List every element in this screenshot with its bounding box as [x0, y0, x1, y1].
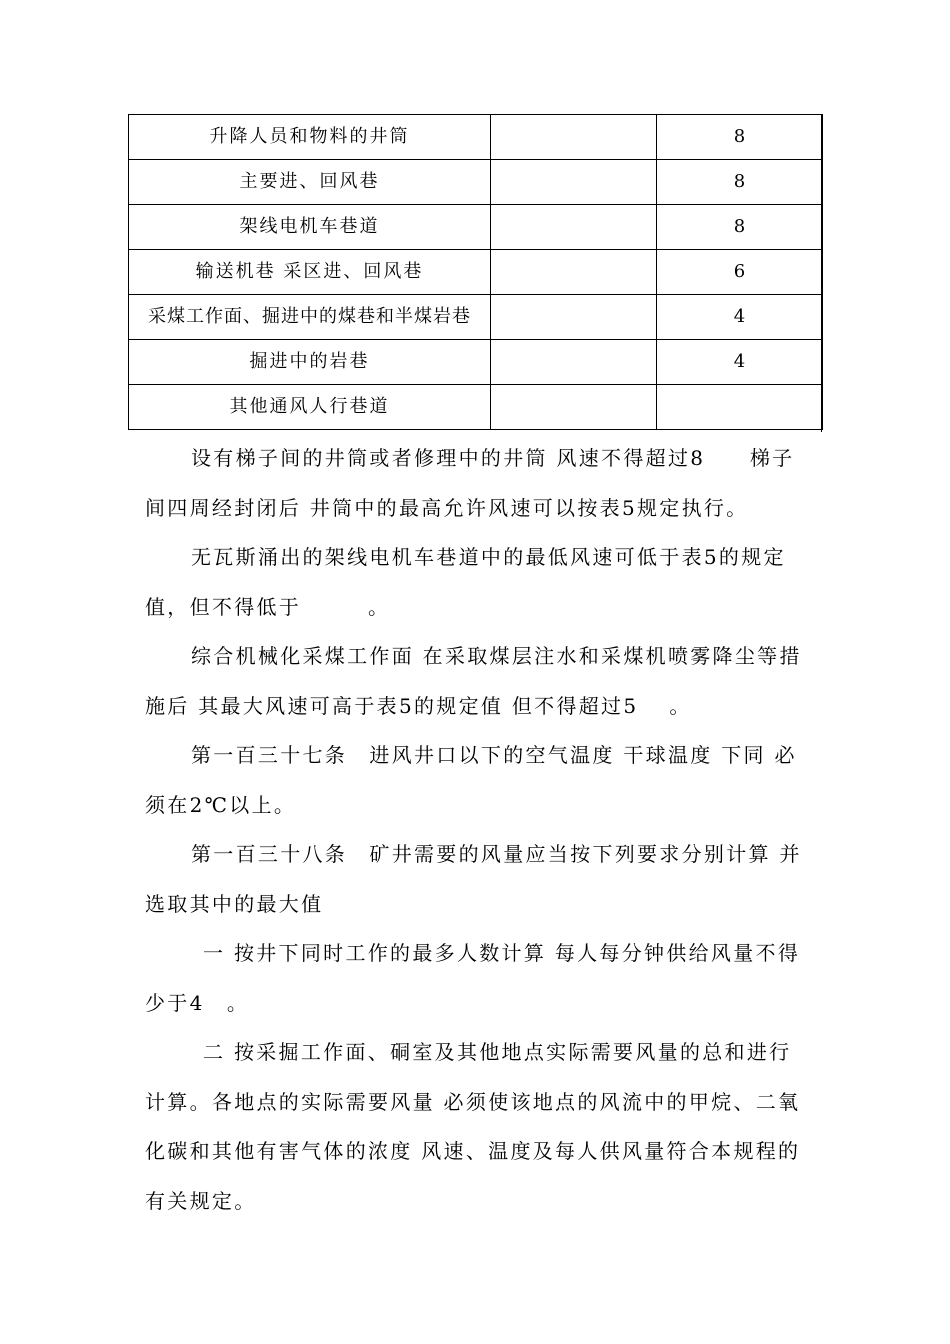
table-cell-place: 架线电机车巷道: [129, 205, 491, 250]
table-cell-min: [491, 115, 657, 160]
table-cell-min: [491, 160, 657, 205]
table-cell-min: [491, 340, 657, 385]
table-row: [129, 205, 823, 250]
paragraph: 第一百三十八条 矿井需要的风量应当按下列要求分别计算 并选取其中的最大值: [145, 842, 802, 916]
table-row: [129, 160, 823, 205]
paragraph: 设有梯子间的井筒或者修理中的井筒 风速不得超过8 梯子间四周经封闭后 井筒中的最高允许风速可以按表5规定执行。: [145, 446, 795, 520]
table-cell-min: [491, 250, 657, 295]
table-cell-place: 输送机巷 采区进、回风巷: [129, 250, 491, 295]
table-cell-max: 8: [657, 160, 823, 205]
table-right-rule: [821, 114, 822, 432]
table-cell-place: 其他通风人行巷道: [129, 385, 491, 430]
body-text: [145, 434, 805, 1226]
table-row: [129, 250, 823, 295]
table-cell-max: 4: [657, 340, 823, 385]
table-row: [129, 340, 823, 385]
table-cell-max: 8: [657, 115, 823, 160]
table-cell-max: 8: [657, 205, 823, 250]
table-row: [129, 295, 823, 340]
table-cell-place: 采煤工作面、掘进中的煤巷和半煤岩巷: [129, 295, 491, 340]
table-cell-max: 4: [657, 295, 823, 340]
wind-speed-table: [128, 114, 823, 430]
paragraph-item: 一 按井下同时工作的最多人数计算 每人每分钟供给风量不得少于4 。: [145, 941, 801, 1015]
paragraph: 第一百三十七条 进风井口以下的空气温度 干球温度 下同 必须在2℃以上。: [145, 743, 797, 817]
paragraph: 综合机械化采煤工作面 在采取煤层注水和采煤机喷雾降尘等措施后 其最大风速可高于表5的规定值 但不得超过5 。: [145, 644, 802, 718]
table-row: [129, 115, 823, 160]
table-cell-place: 掘进中的岩巷: [129, 340, 491, 385]
paragraph: 无瓦斯涌出的架线电机车巷道中的最低风速可低于表5的规定值，但不得低于 。: [145, 545, 786, 619]
table-cell-max: 6: [657, 250, 823, 295]
table-cell-place: 升降人员和物料的井筒: [129, 115, 491, 160]
table-cell-max: [657, 385, 823, 430]
table-cell-place: 主要进、回风巷: [129, 160, 491, 205]
paragraph-item: 二 按采掘工作面、硐室及其他地点实际需要风量的总和进行计算。各地点的实际需要风量 必须使该地点的风流中的甲烷、二氧化碳和其他有害气体的浓度 风速、温度及每人供风量符合本规程的有关规定。: [145, 1040, 801, 1213]
table-row: [129, 385, 823, 430]
table-cell-min: [491, 205, 657, 250]
table-cell-min: [491, 385, 657, 430]
table-cell-min: [491, 295, 657, 340]
